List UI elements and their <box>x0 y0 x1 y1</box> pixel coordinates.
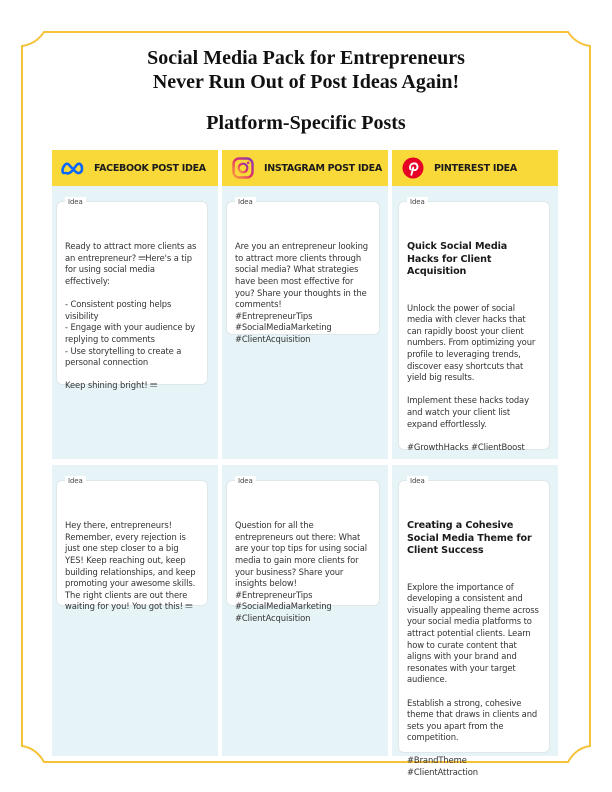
post-body: Question for all the entrepreneurs out there: What are your top tips for using social media to gain more clients for your business? Share your insights below! #EntrepreneurTips #SocialMediaMarketing #ClientAcquisition <box>235 520 367 623</box>
post-body: Ready to attract more clients as an entrepreneur? 𝄘Here's a tip for using social media effectively: - Consistent posting helps visibility - Engage with your audience by replying to comments - Use storytelling to create a personal connection Keep shining bright! 𝄘 <box>65 241 197 391</box>
instagram-post-card <box>226 477 380 623</box>
idea-tag: Idea <box>235 197 256 209</box>
post-body: Unlock the power of social media with clever hacks that can rapidly boost your client numbers. From optimizing your profile to leveraging trends, discover easy shortcuts that yield big results. Implement these hacks today and watch your client list expand effortlessly. #GrowthHacks #ClientBoost <box>407 302 536 452</box>
facebook-post-card <box>56 198 208 391</box>
facebook-post-card <box>56 477 208 612</box>
pinterest-post-card <box>398 477 550 778</box>
pinterest-logo-icon <box>400 155 426 181</box>
idea-tag: Idea <box>235 476 256 488</box>
title-line-1: Social Media Pack for Entrepreneurs <box>147 47 465 69</box>
pinterest-header-label: PINTEREST IDEA <box>434 162 517 174</box>
post-ideas-grid <box>52 150 558 778</box>
post-title: Creating a Cohesive Social Media Theme for Client Success <box>407 520 532 557</box>
instagram-header-label: INSTAGRAM POST IDEA <box>264 162 382 174</box>
instagram-logo-icon <box>230 155 256 181</box>
facebook-header-label: FACEBOOK POST IDEA <box>94 162 206 174</box>
idea-tag: Idea <box>65 197 86 209</box>
idea-tag: Idea <box>407 476 428 488</box>
post-body: Explore the importance of developing a consistent and visually appealing theme across your social media platforms to attract potential clients. Learn how to curate content that aligns with your brand and resonates with your target audience. Establish a strong, cohesive theme that draws in clients and sets you apart from the competition. #BrandTheme #ClientAttraction <box>407 581 539 778</box>
post-body: Are you an entrepreneur looking to attract more clients through social media? What strategies have been most effective for you? Share your thoughts in the comments! #EntrepreneurTips #SocialMediaMarketing #ClientAcquisition <box>235 241 368 344</box>
instagram-post-card <box>226 198 380 344</box>
post-body: Hey there, entrepreneurs! Remember, every rejection is just one step closer to a big YES! Keep reaching out, keep building relationships, and keep promoting your awesome skills. The right clients are out there waiting for you! You got this! 𝄘 <box>65 520 196 612</box>
facebook-header <box>52 150 218 186</box>
post-title: Quick Social Media Hacks for Client Acquisition <box>407 241 508 278</box>
meta-logo-icon <box>60 155 86 181</box>
section-heading: Platform-Specific Posts <box>206 112 406 134</box>
idea-tag: Idea <box>65 476 86 488</box>
pinterest-post-card <box>398 198 550 452</box>
instagram-header <box>222 150 388 186</box>
idea-tag: Idea <box>407 197 428 209</box>
pinterest-header <box>392 150 558 186</box>
title-line-2: Never Run Out of Post Ideas Again! <box>152 71 460 93</box>
document-title <box>0 46 612 94</box>
